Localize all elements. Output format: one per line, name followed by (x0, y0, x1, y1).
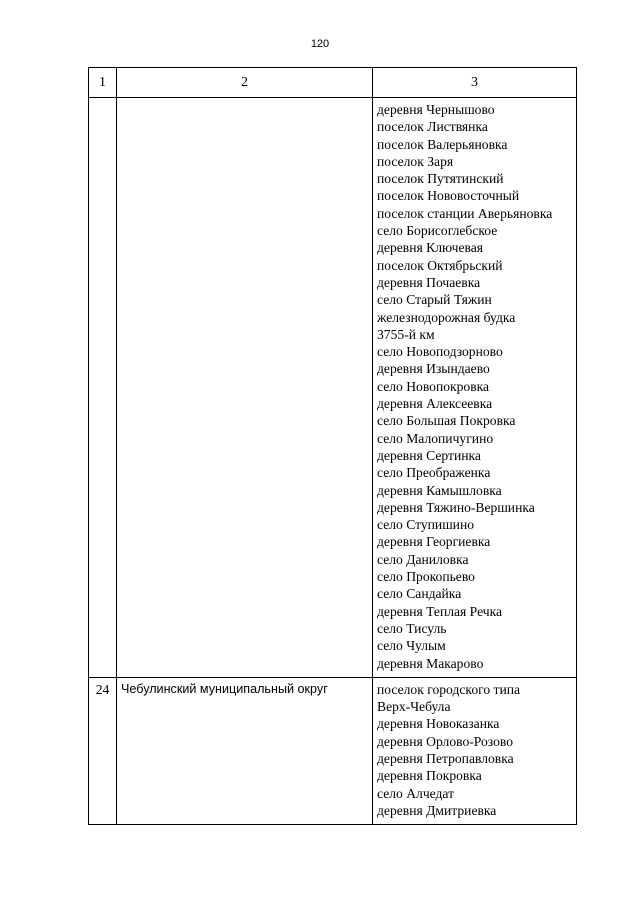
places-list (373, 98, 577, 678)
row-number (89, 98, 117, 678)
header-col-3: 3 (373, 68, 577, 98)
place-item: поселок Валерьяновка (377, 136, 508, 152)
place-item: деревня Почаевка (377, 274, 481, 290)
place-item: село Новоподзорново (377, 344, 503, 360)
place-item: село Сандайка (377, 586, 462, 602)
place-item: село Преображенка (377, 465, 491, 481)
place-item: село Алчедат (377, 785, 455, 801)
place-item: деревня Орлово-Розово (377, 733, 514, 749)
place-item: деревня Ключевая (377, 240, 484, 256)
place-item: село Прокопьево (377, 569, 475, 585)
district-name (117, 98, 373, 678)
settlements-table (88, 67, 577, 825)
place-item: деревня Петропавловка (377, 750, 514, 766)
place-item: село Чулым (377, 638, 446, 654)
place-item: поселок городского типа (377, 681, 521, 697)
header-col-2: 2 (117, 68, 373, 98)
place-item: деревня Алексеевка (377, 396, 493, 412)
place-item: село Борисоглебское (377, 223, 498, 239)
places-list (373, 677, 577, 824)
place-item: деревня Чернышово (377, 102, 495, 117)
place-item: деревня Дмитриевка (377, 802, 497, 818)
place-item: деревня Тяжино-Вершинка (377, 499, 535, 515)
place-item: деревня Сертинка (377, 447, 481, 463)
place-item: село Новопокровка (377, 378, 490, 394)
place-item: 3755-й км (377, 326, 435, 342)
district-name: Чебулинский муниципальный округ (117, 677, 373, 824)
place-item: поселок Путятинский (377, 171, 504, 187)
table-header-row (89, 68, 577, 98)
place-item: поселок Нововосточный (377, 188, 520, 204)
place-item: железнодорожная будка (377, 309, 516, 325)
place-item: деревня Изындаево (377, 361, 490, 377)
table-row (89, 98, 577, 678)
place-item: поселок станции Аверьяновка (377, 205, 553, 221)
place-item: деревня Камышловка (377, 482, 502, 498)
page-number: 120 (310, 38, 330, 50)
place-item: поселок Октябрьский (377, 257, 503, 273)
row-number: 24 (89, 677, 117, 824)
place-item: деревня Теплая Речка (377, 603, 503, 619)
place-item: поселок Заря (377, 153, 454, 169)
place-item: Верх-Чебула (377, 699, 451, 715)
place-item: деревня Георгиевка (377, 534, 491, 550)
place-item: село Старый Тяжин (377, 292, 492, 308)
place-item: село Даниловка (377, 551, 469, 567)
place-item: село Тисуль (377, 620, 447, 636)
place-item: село Малопичугино (377, 430, 494, 446)
place-item: деревня Новоказанка (377, 716, 500, 732)
place-item: деревня Покровка (377, 768, 482, 784)
place-item: село Большая Покровка (377, 413, 516, 429)
table-row (89, 677, 577, 824)
place-item: поселок Листвянка (377, 119, 488, 135)
place-item: деревня Макарово (377, 655, 484, 671)
place-item: село Ступишино (377, 517, 475, 533)
header-col-1: 1 (89, 68, 117, 98)
